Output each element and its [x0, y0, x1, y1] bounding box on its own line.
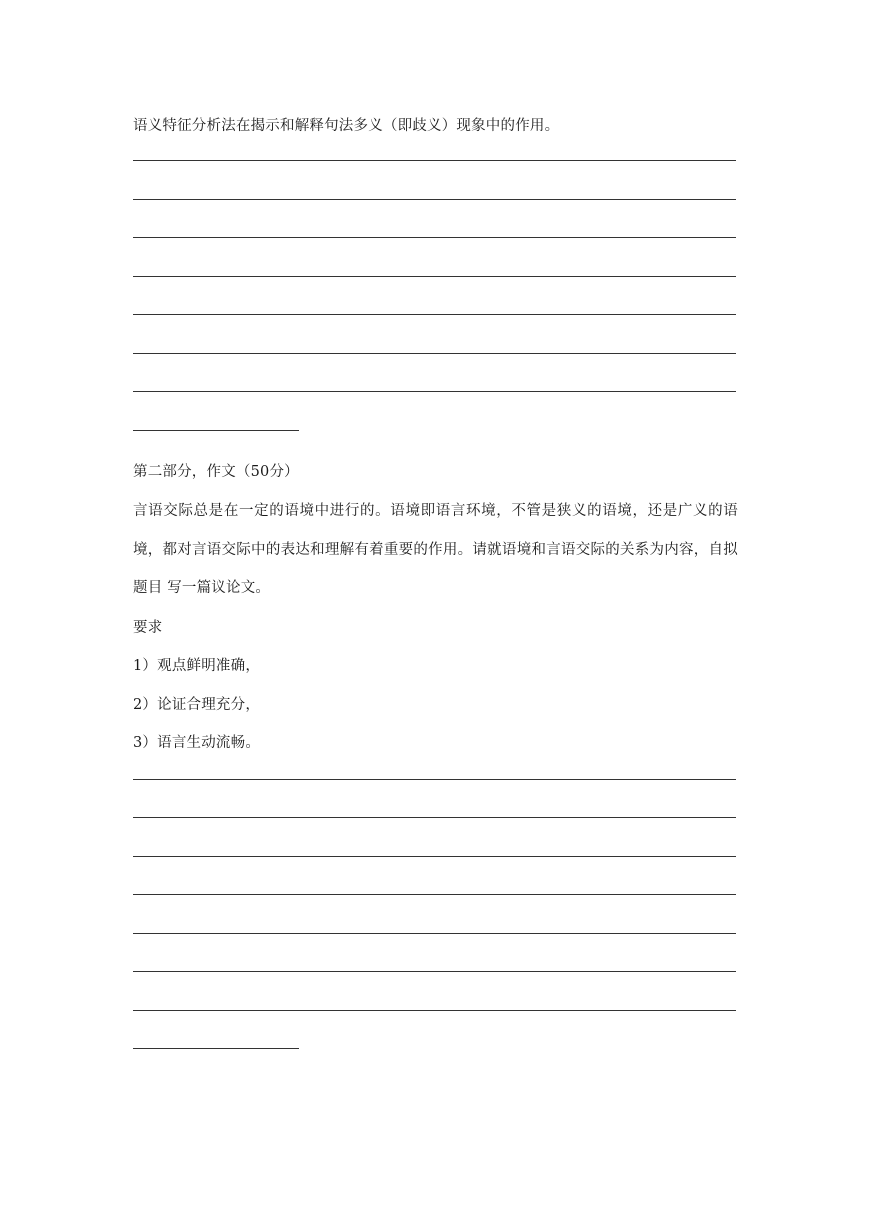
answer-line-5 [133, 314, 736, 315]
essay-line-3 [133, 856, 736, 857]
answer-line-1 [133, 160, 736, 161]
essay-line-7 [133, 1010, 736, 1011]
requirements-label: 要求 [133, 620, 163, 636]
requirement-item-3: 3）语言生动流畅。 [133, 735, 261, 751]
essay-instruction: 言语交际总是在一定的语境中进行的。语境即语言环境，不管是狭义的语境，还是广义的语境，都对言语交际中的表达和理解有着重要的作用。请就语境和言语交际的关系为内容，自拟题目 写一篇议论文。 [133, 503, 738, 596]
answer-line-2 [133, 199, 736, 200]
section-heading: 第二部分，作文（50分） [133, 464, 299, 480]
essay-line-6 [133, 971, 736, 972]
essay-line-2 [133, 817, 736, 818]
essay-line-8 [133, 1048, 299, 1049]
essay-line-1 [133, 779, 736, 780]
essay-line-4 [133, 894, 736, 895]
requirement-item-2: 2）论证合理充分， [133, 697, 261, 713]
answer-line-3 [133, 237, 736, 238]
answer-line-7 [133, 391, 736, 392]
answer-line-4 [133, 276, 736, 277]
essay-line-5 [133, 933, 736, 934]
question-prompt: 语义特征分析法在揭示和解释句法多义（即歧义）现象中的作用。 [133, 118, 560, 134]
answer-line-6 [133, 353, 736, 354]
requirement-item-1: 1）观点鲜明准确， [133, 658, 261, 674]
answer-line-8 [133, 430, 299, 431]
